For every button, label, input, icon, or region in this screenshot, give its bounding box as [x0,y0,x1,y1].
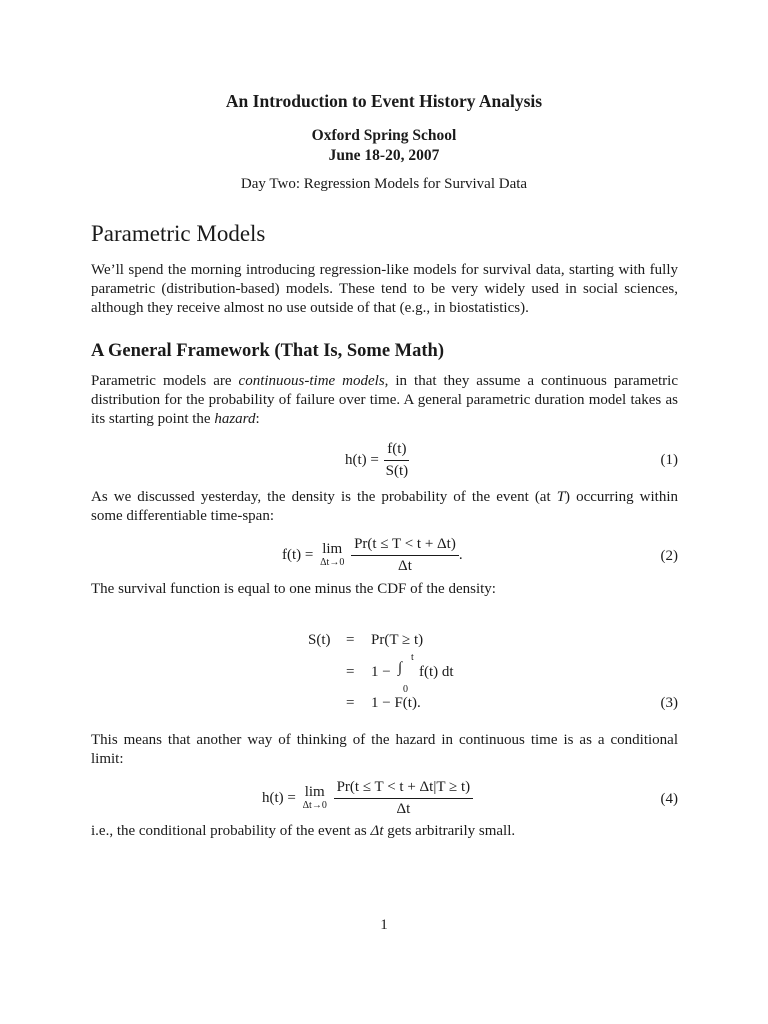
intro-paragraph: We’ll spend the morning introducing regression-like models for survival data, starting with fully parametric (distribution-based) models. These tend to be very widely used in social sciences, although they receive almost no use outside of that (e.g., in biostatistics). [91,262,678,316]
event-dates: June 18-20, 2007 [328,147,440,164]
equation-row-2-prefix: 1 − [371,664,391,680]
document-title: An Introduction to Event History Analysis [225,91,543,111]
limit-text: lim [304,783,325,800]
equation-4 [262,779,473,818]
equation-number-3: (3) [660,695,678,711]
fraction-numerator: Pr(t ≤ T < t + Δt) [351,536,459,556]
equation-1 [345,441,411,480]
integral-lower-limit: 0 [403,684,408,695]
day-subtitle: Day Two: Regression Models for Survival Data [240,176,528,192]
fraction-denominator: S(t) [385,463,409,479]
equation-number-1: (1) [660,452,678,468]
equation-period: . [458,546,463,563]
emphasis-text: hazard [214,411,256,427]
integral-sign: ∫ [398,660,403,676]
equation-lhs: f(t) = [282,546,314,563]
math-symbol: Δt [370,823,384,839]
equation-lhs: h(t) = [262,789,296,806]
fraction-denominator: Δt [396,801,411,817]
limit-subscript: Δt→0 [320,556,345,568]
fraction-numerator: Pr(t ≤ T < t + Δt|T ≥ t) [334,779,474,799]
equation-lhs: h(t) = [345,451,379,468]
equation-row-2-integrand: f(t) dt [419,664,454,680]
equation-2 [282,536,463,575]
section-heading: Parametric Models [91,221,266,246]
subsection-heading: A General Framework (That Is, Some Math) [91,341,444,361]
limit-text: lim [322,540,343,557]
equation-lhs: S(t) [308,632,331,648]
text-run: Parametric models are [91,373,239,389]
equals-sign: = [346,695,355,711]
hazard-paragraph: This means that another way of thinking of the hazard in continuous time is as a conditional limit: [91,732,678,767]
fraction [334,779,474,818]
text-run: i.e., the conditional probability of the event as [91,823,371,839]
equation-number-4: (4) [660,791,678,807]
equation-row-3: 1 − F(t). [371,695,421,711]
text-run: , in that they assume a continuous parametric distribution for the probability of failure over time. A general parametric duration model takes as its starting point the [91,373,678,427]
text-run: gets arbitrarily small. [383,823,516,839]
emphasis-text: continuous-time models [238,373,385,389]
limit-operator [320,540,345,569]
equals-sign: = [346,632,355,648]
framework-paragraph [91,372,678,429]
text-run: : [255,411,260,427]
equation-number-2: (2) [660,548,678,564]
page-number: 1 [380,917,388,933]
density-paragraph [91,488,678,526]
limit-operator [302,783,327,812]
fraction [351,536,459,575]
text-run: ) occurring within some differentiable time-span: [91,489,678,524]
fraction-denominator: Δt [398,558,412,574]
equation-row-1: Pr(T ≥ t) [371,632,424,648]
conclusion-paragraph [91,822,678,841]
organization: Oxford Spring School [311,127,457,144]
fraction [383,441,412,480]
fraction-numerator: f(t) [384,441,409,461]
integral-upper-limit: t [411,652,414,663]
math-symbol: T [556,489,566,505]
text-run: As we discussed yesterday, the density is the probability of the event (at [91,489,557,505]
survival-paragraph: The survival function is equal to one minus the CDF of the density: [91,581,496,597]
equals-sign: = [346,664,355,680]
limit-subscript: Δt→0 [302,799,327,811]
